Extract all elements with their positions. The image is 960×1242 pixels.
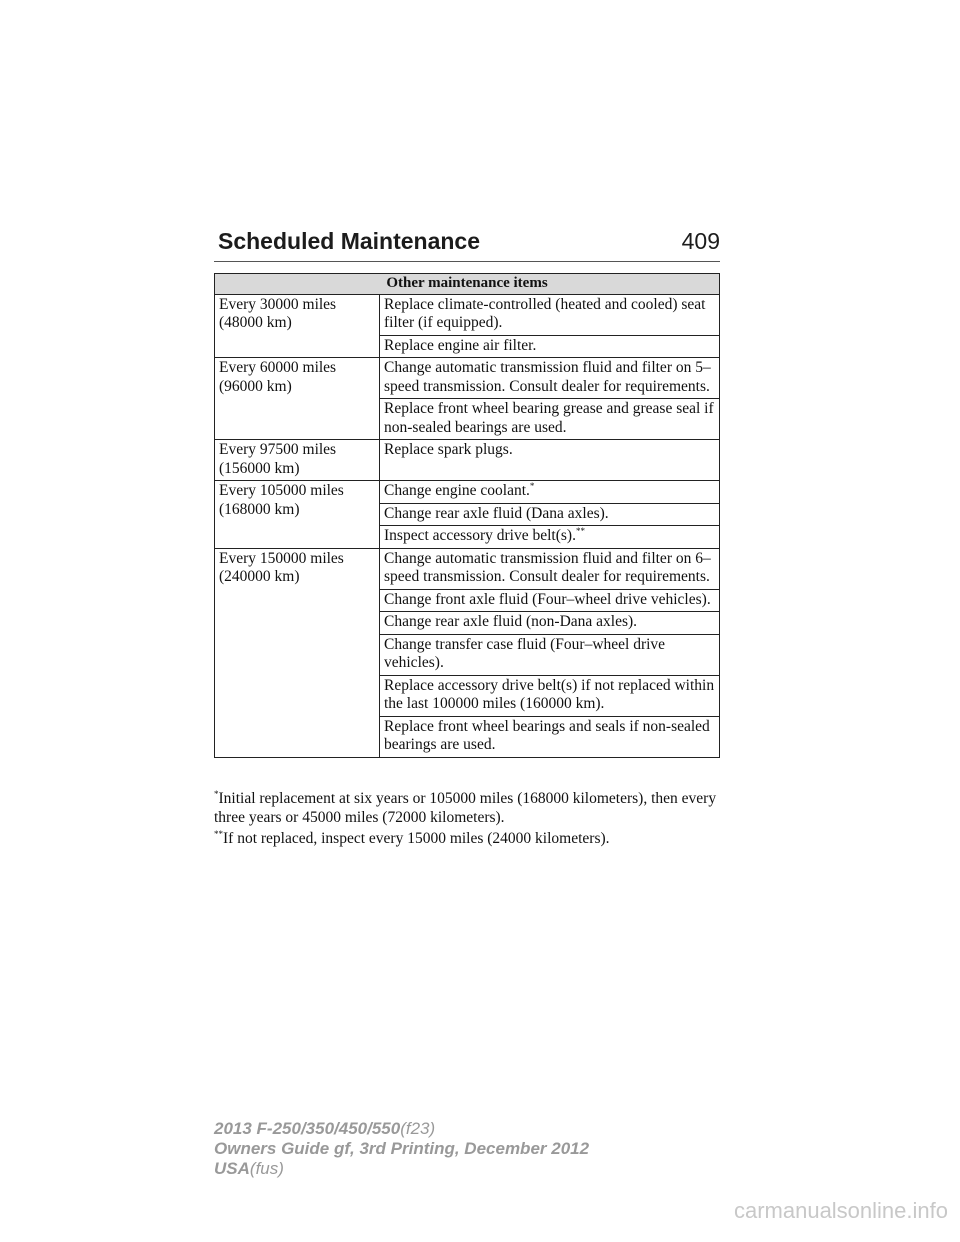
page-footer [214, 1119, 589, 1179]
interval-km: (48000 km) [219, 314, 292, 331]
interval-km: (156000 km) [219, 459, 300, 477]
maintenance-item [380, 526, 720, 549]
table-row [215, 481, 720, 504]
interval-cell [215, 481, 380, 549]
maintenance-item: Replace front wheel bearings and seals if non-sealed bearings are used. [380, 716, 720, 757]
footer-region-line [214, 1159, 589, 1179]
footnote-mark: ** [214, 829, 223, 839]
interval-miles: Every 30000 miles [219, 295, 337, 313]
interval-km: (168000 km) [219, 500, 300, 518]
table-heading: Other maintenance items [215, 274, 720, 295]
table-row [215, 440, 720, 481]
maintenance-table [214, 273, 720, 758]
footer-model: 2013 F-250/350/450/550 [214, 1119, 401, 1138]
page-number: 409 [681, 228, 720, 254]
interval-miles: Every 150000 miles [219, 549, 344, 567]
table-row [215, 548, 720, 589]
page-header [214, 228, 720, 262]
footnote-mark: * [214, 789, 219, 799]
watermark: carmanualsonline.info [733, 1198, 948, 1223]
footer-region: USA [214, 1159, 250, 1178]
footer-guide: Owners Guide gf, 3rd Printing, December 2012 [214, 1139, 590, 1158]
maintenance-item: Replace engine air filter. [380, 335, 720, 358]
footnote-text: If not replaced, inspect every 15000 miles (24000 kilometers). [223, 830, 610, 847]
interval-km: (96000 km) [219, 377, 292, 395]
footer-model-line [214, 1119, 589, 1139]
section-title: Scheduled Maintenance [218, 228, 481, 254]
maintenance-item: Change transfer case fluid (Four–wheel drive vehicles). [380, 634, 720, 675]
footnote-mark: * [529, 481, 535, 491]
maintenance-item [380, 481, 720, 504]
maintenance-item: Replace accessory drive belt(s) if not replaced within the last 100000 miles (160000 km). [380, 675, 720, 716]
footnote [214, 790, 720, 827]
interval-miles: Every 60000 miles [219, 359, 337, 376]
interval-cell [215, 358, 380, 440]
footnote-text: Initial replacement at six years or 105000 miles (168000 kilometers), then every three years or 45000 miles (72000 kilometers). [214, 790, 717, 826]
maintenance-item: Change rear axle fluid (Dana axles). [380, 503, 720, 526]
item-text: Change engine coolant. [384, 482, 530, 499]
footnote-mark: ** [575, 526, 585, 536]
interval-cell [215, 548, 380, 757]
maintenance-item: Replace climate-controlled (heated and cooled) seat filter (if equipped). [380, 294, 720, 335]
footnote [214, 830, 720, 849]
table-row [215, 358, 720, 399]
maintenance-item: Change rear axle fluid (non-Dana axles). [380, 612, 720, 635]
interval-miles: Every 105000 miles [219, 482, 344, 499]
interval-cell [215, 440, 380, 481]
interval-km: (240000 km) [219, 568, 300, 585]
maintenance-item: Change front axle fluid (Four–wheel drive vehicles). [380, 589, 720, 612]
maintenance-item: Change automatic transmission fluid and filter on 5–speed transmission. Consult dealer for requirements. [380, 358, 720, 399]
maintenance-item: Replace front wheel bearing grease and grease seal if non-sealed bearings are used. [380, 399, 720, 440]
table-row [215, 294, 720, 335]
footer-region-code: (fus) [249, 1159, 284, 1178]
item-text: Inspect accessory drive belt(s). [384, 527, 576, 544]
footer-model-code: (f23) [400, 1119, 436, 1138]
maintenance-item: Change automatic transmission fluid and filter on 6–speed transmission. Consult dealer for requirements. [380, 548, 720, 589]
interval-cell [215, 294, 380, 358]
interval-miles: Every 97500 miles [219, 441, 337, 458]
maintenance-item: Replace spark plugs. [380, 440, 720, 481]
footnotes [214, 790, 720, 852]
